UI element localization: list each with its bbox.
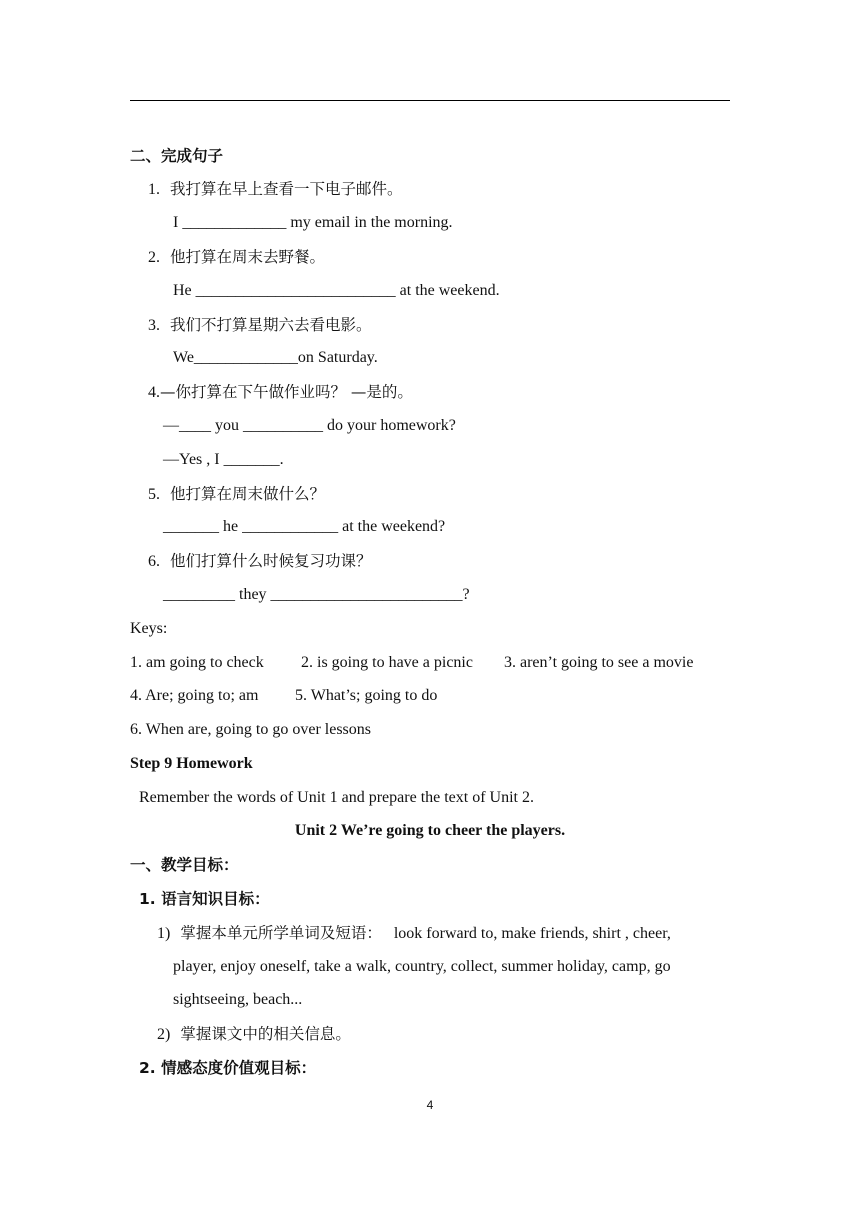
item-english: _______ he ____________ at the weekend?: [163, 518, 446, 535]
goal-number: 2): [157, 1026, 171, 1043]
step-title: Step 9 Homework: [130, 755, 253, 772]
goal-1-title: 1. 语言知识目标：: [139, 890, 270, 908]
section-title: 二、完成句子: [130, 147, 224, 165]
key-3: 3. aren’t going to see a movie: [504, 654, 694, 671]
exercise-item-5: [148, 484, 325, 505]
exercise-item-2: [148, 247, 325, 268]
goal-1-1-line-2: player, enjoy oneself, take a walk, country, collect, summer holiday, camp, go: [173, 958, 671, 975]
goal-chinese: 掌握本单元所学单词及短语：: [180, 924, 382, 942]
key-6: 6. When are, going to go over lessons: [130, 721, 371, 738]
item-chinese: 我们不打算星期六去看电影。: [170, 316, 372, 334]
item-english-answer: —Yes , I _______.: [163, 451, 284, 468]
page-number: 4: [426, 1098, 434, 1112]
item-english: I _____________ my email in the morning.: [173, 214, 453, 231]
keys-label: Keys:: [130, 620, 168, 637]
key-5: 5. What’s; going to do: [295, 687, 438, 704]
item-number: 4.: [148, 384, 160, 401]
item-chinese: 他们打算什么时候复习功课？: [170, 552, 372, 570]
unit-title: Unit 2 We’re going to cheer the players.: [294, 822, 566, 839]
item-chinese: 他打算在周末做什么？: [170, 485, 326, 503]
exercise-item-1: [148, 179, 403, 200]
item-number: 2.: [148, 249, 160, 266]
item-english: _________ they ________________________?: [163, 586, 470, 603]
item-chinese: 他打算在周末去野餐。: [170, 248, 326, 266]
goal-english: look forward to, make friends, shirt , cheer,: [393, 925, 671, 942]
exercise-item-3: [148, 315, 372, 336]
item-english: —____ you __________ do your homework?: [163, 417, 456, 434]
key-4: 4. Are; going to; am: [130, 687, 259, 704]
item-number: 6.: [148, 553, 160, 570]
item-number: 3.: [148, 317, 160, 334]
item-number: 5.: [148, 486, 160, 503]
item-number: 1.: [148, 181, 160, 198]
goal-chinese: 掌握课文中的相关信息。: [180, 1025, 351, 1043]
step-text: Remember the words of Unit 1 and prepare the text of Unit 2.: [139, 789, 534, 806]
exercise-item-4: [148, 382, 413, 403]
goal-1-1-line-3: sightseeing, beach...: [173, 991, 303, 1008]
goals-title: 一、教学目标：: [130, 856, 239, 874]
item-chinese: —你打算在下午做作业吗？ —是的。: [160, 383, 413, 401]
key-2: 2. is going to have a picnic: [301, 654, 473, 671]
exercise-item-6: [148, 551, 372, 572]
item-english: We_____________on Saturday.: [173, 349, 378, 366]
header-rule: [130, 100, 730, 101]
goal-number: 1): [157, 925, 171, 942]
item-chinese: 我打算在早上查看一下电子邮件。: [170, 180, 403, 198]
goal-1-2: [157, 1024, 351, 1045]
item-english: He _________________________ at the weekend.: [173, 282, 500, 299]
goal-1-1: [157, 923, 671, 944]
key-1: 1. am going to check: [130, 654, 264, 671]
goal-2-title: 2. 情感态度价值观目标：: [139, 1059, 317, 1077]
